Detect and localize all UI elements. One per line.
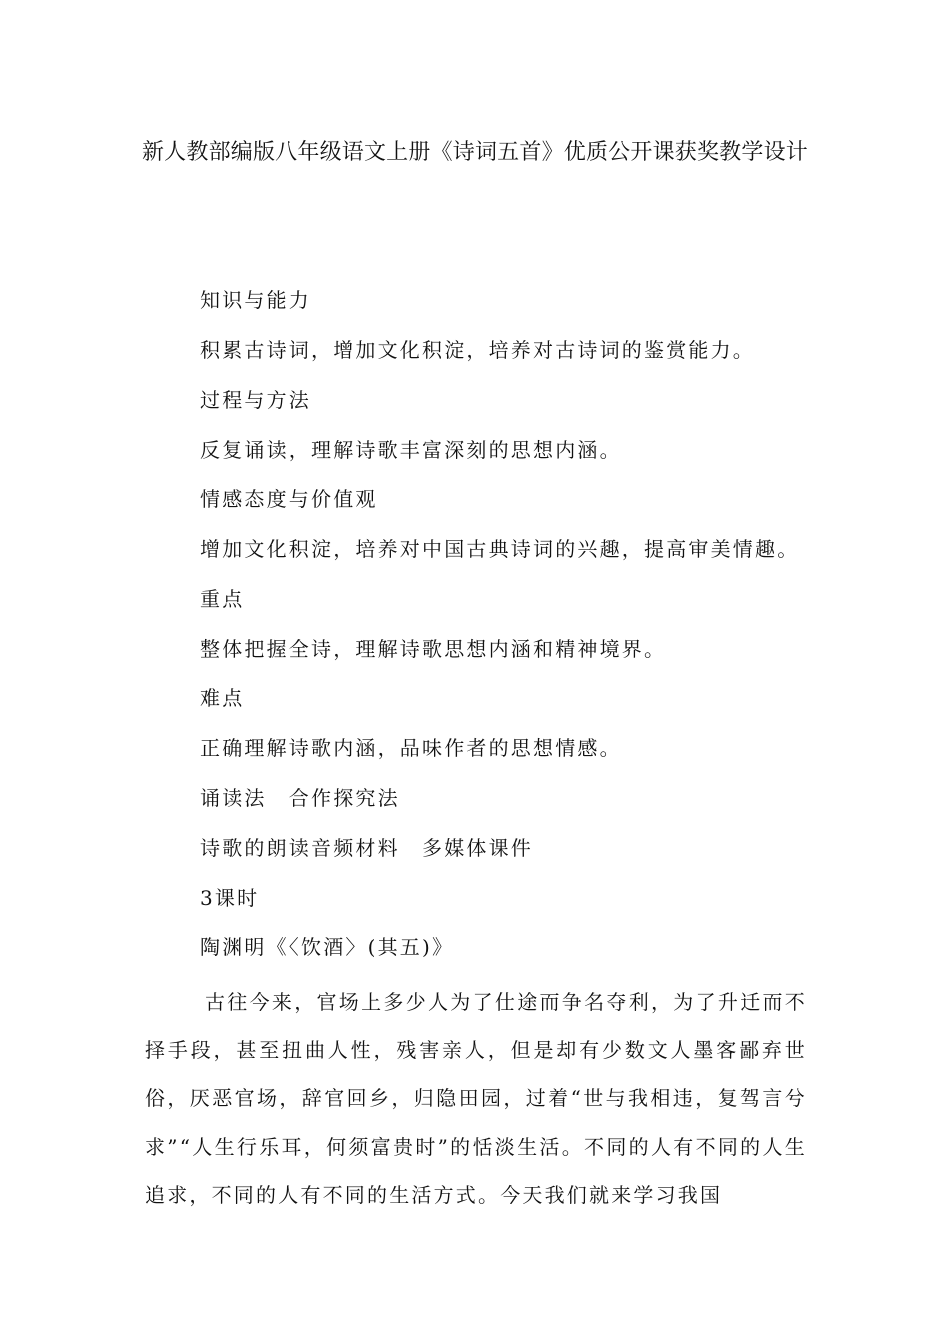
text-methods: 诵读法 合作探究法 [200,786,400,810]
text-materials: 诗歌的朗读音频材料 多媒体课件 [200,836,533,860]
heading-emotion-values: 情感态度与价值观 [200,487,378,511]
document-title: 新人教部编版八年级语文上册《诗词五首》优质公开课获奖教学设计 [141,140,808,165]
heading-process-method: 过程与方法 [200,388,311,412]
heading-knowledge-ability: 知识与能力 [200,288,311,312]
text-process-goal: 反复诵读，理解诗歌丰富深刻的思想内涵。 [200,438,622,462]
heading-difficulty: 难点 [200,686,245,710]
text-difficulty: 正确理解诗歌内涵，品味作者的思想情感。 [200,736,622,760]
text-knowledge-goal: 积累古诗词，增加文化积淀，培养对古诗词的鉴赏能力。 [200,338,755,362]
text-class-hours: 3课时 [200,886,260,910]
intro-paragraph: 古往今来，官场上多少人为了仕途而争名夺利，为了升迁而不择手段，甚至扭曲人性，残害亲人，但是却有少数文人墨客鄙弃世俗，厌恶官场，辞官回乡，归隐田园，过着“世与我相违，复驾言兮求”“人生行乐耳，何须富贵时”的恬淡生活。不同的人有不同的人生追求，不同的人有不同的生活方式。今天我们就来学习我国 [145,990,807,1207]
heading-key-point: 重点 [200,587,245,611]
section-heading-poem: 陶渊明《〈饮酒〉(其五)》 [200,935,455,959]
text-key-point: 整体把握全诗，理解诗歌思想内涵和精神境界。 [200,637,667,661]
text-emotion-goal: 增加文化积淀，培养对中国古典诗词的兴趣，提高审美情趣。 [200,537,800,561]
